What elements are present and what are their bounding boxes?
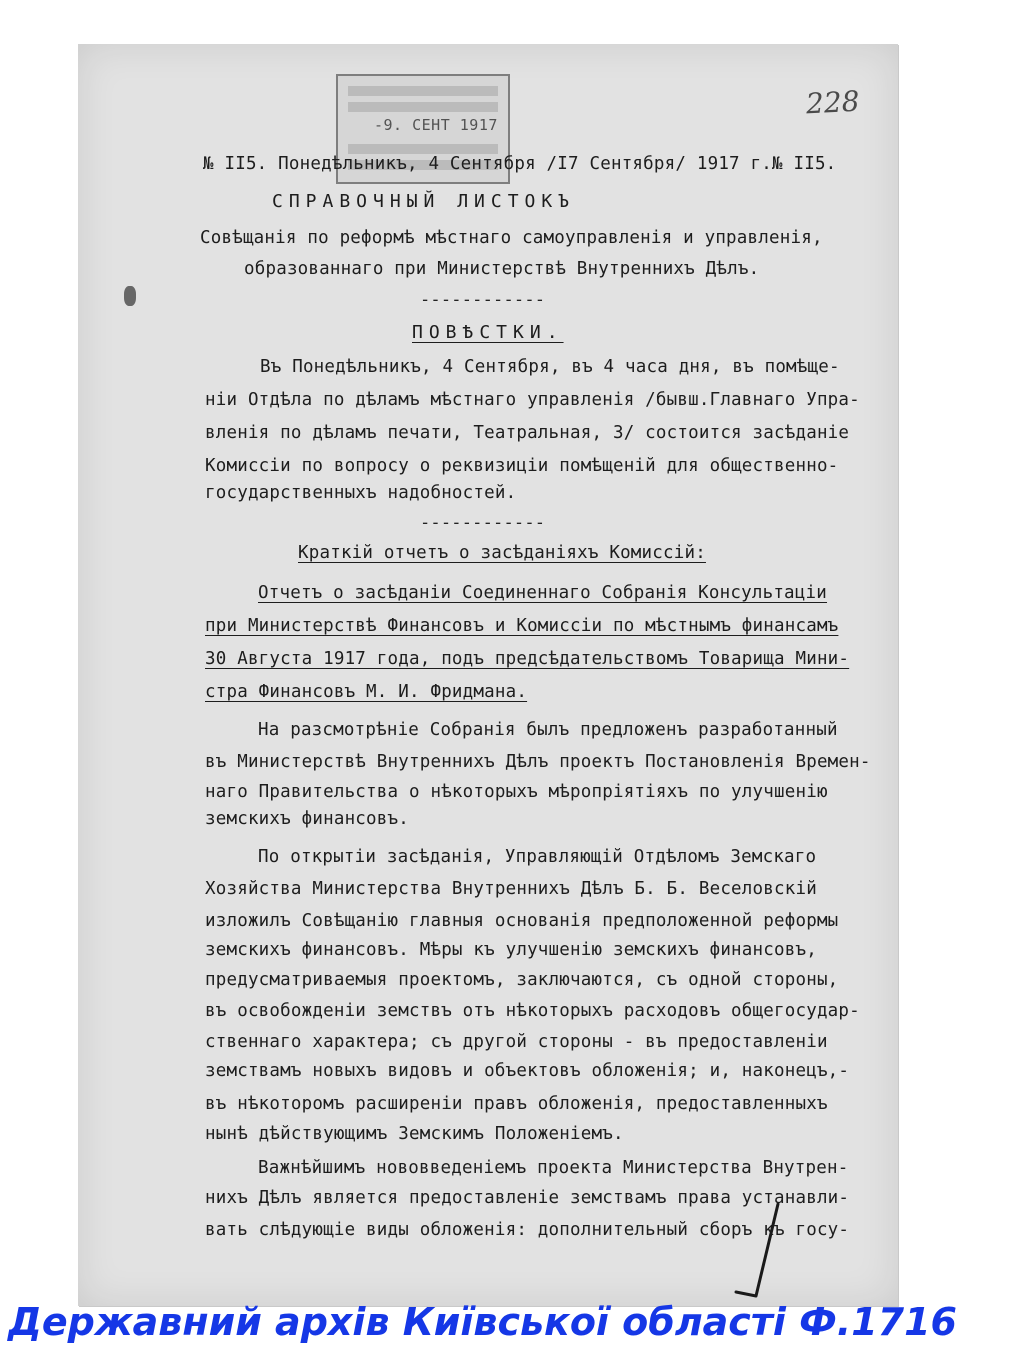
- paragraph-line: ственнаго характера; съ другой стороны - въ предоставленіи: [205, 1032, 828, 1052]
- report-title-line: Отчетъ о засѣданіи Соединеннаго Собранія Консультаціи: [258, 583, 828, 603]
- paragraph-line: наго Правительства о нѣкоторыхъ мѣропріятіяхъ по улучшенію: [205, 782, 828, 802]
- issue-header: № II5. Понедѣльникъ, 4 Сентября /I7 Сентября/ 1917 г.№ II5.: [203, 154, 837, 174]
- report-heading: Краткій отчетъ о засѣданіяхъ Комиссій:: [298, 543, 706, 563]
- folio-number: 228: [805, 84, 861, 121]
- stamp-date: -9. СЕНТ 1917: [374, 116, 498, 134]
- report-title-line: стра Финансовъ М. И. Фридмана.: [205, 682, 528, 702]
- stamp-line: [348, 144, 498, 154]
- paragraph-line: нихъ Дѣлъ является предоставленіе земствамъ права устанавли-: [205, 1188, 850, 1208]
- paragraph-line: въ Министерствѣ Внутреннихъ Дѣлъ проектъ Постановленія Времен-: [205, 752, 871, 772]
- stamp-line: [348, 86, 498, 96]
- document-title: СПРАВОЧНЫЙ ЛИСТОКЪ: [272, 191, 576, 212]
- agenda-line: государственныхъ надобностей.: [205, 483, 517, 503]
- paragraph-line: земскихъ финансовъ. Мѣры къ улучшенію земскихъ финансовъ,: [205, 940, 817, 960]
- agenda-line: Въ Понедѣльникъ, 4 Сентября, въ 4 часа дня, въ помѣще-: [260, 357, 840, 377]
- agenda-line: Комиссіи по вопросу о реквизиціи помѣщеній для общественно-: [205, 456, 839, 476]
- paragraph-line: изложилъ Совѣщанію главныя основанія предположенной реформы: [205, 911, 839, 931]
- paragraph-line: Важнѣйшимъ нововведеніемъ проекта Министерства Внутрен-: [258, 1158, 849, 1178]
- agenda-heading: ПОВѢСТКИ.: [412, 322, 564, 343]
- archive-watermark: Державний архів Київської області Ф.1716: [8, 1300, 957, 1344]
- pencil-mark-icon: [730, 1200, 800, 1300]
- agenda-line: вленія по дѣламъ печати, Театральная, 3/ состоится засѣданіе: [205, 423, 850, 443]
- paragraph-line: въ освобожденіи земствъ отъ нѣкоторыхъ расходовъ общегосудар-: [205, 1001, 860, 1021]
- paragraph-line: земствамъ новыхъ видовъ и объектовъ обложенія; и, наконецъ,-: [205, 1061, 850, 1081]
- paragraph-line: Хозяйства Министерства Внутреннихъ Дѣлъ Б. Б. Веселовскій: [205, 879, 817, 899]
- divider: ------------: [420, 290, 546, 310]
- paragraph-line: По открытіи засѣданія, Управляющій Отдѣломъ Земскаго: [258, 847, 817, 867]
- paragraph-line: нынѣ дѣйствующимъ Земскимъ Положеніемъ.: [205, 1124, 624, 1144]
- report-title-line: при Министерствѣ Финансовъ и Комиссіи по мѣстнымъ финансамъ: [205, 616, 839, 636]
- subtitle-line: Совѣщанія по реформѣ мѣстнаго самоуправленія и управленія,: [200, 228, 823, 248]
- divider: ------------: [420, 513, 546, 533]
- subtitle-line: образованнаго при Министерствѣ Внутреннихъ Дѣлъ.: [244, 259, 760, 279]
- ink-blot: [124, 286, 136, 306]
- paragraph-line: На разсмотрѣніе Собранія былъ предложенъ разработанный: [258, 720, 838, 740]
- agenda-line: ніи Отдѣла по дѣламъ мѣстнаго управленія /бывш.Главнаго Упра-: [205, 390, 860, 410]
- paragraph-line: земскихъ финансовъ.: [205, 809, 409, 829]
- stamp-line: [348, 102, 498, 112]
- paragraph-line: вать слѣдующіе виды обложенія: дополнительный сборъ къ госу-: [205, 1220, 850, 1240]
- paragraph-line: въ нѣкоторомъ расширеніи правъ обложенія, предоставленныхъ: [205, 1094, 828, 1114]
- paragraph-line: предусматриваемыя проектомъ, заключаются, съ одной стороны,: [205, 970, 839, 990]
- report-title-line: 30 Августа 1917 года, подъ предсѣдательствомъ Товарища Мини-: [205, 649, 850, 669]
